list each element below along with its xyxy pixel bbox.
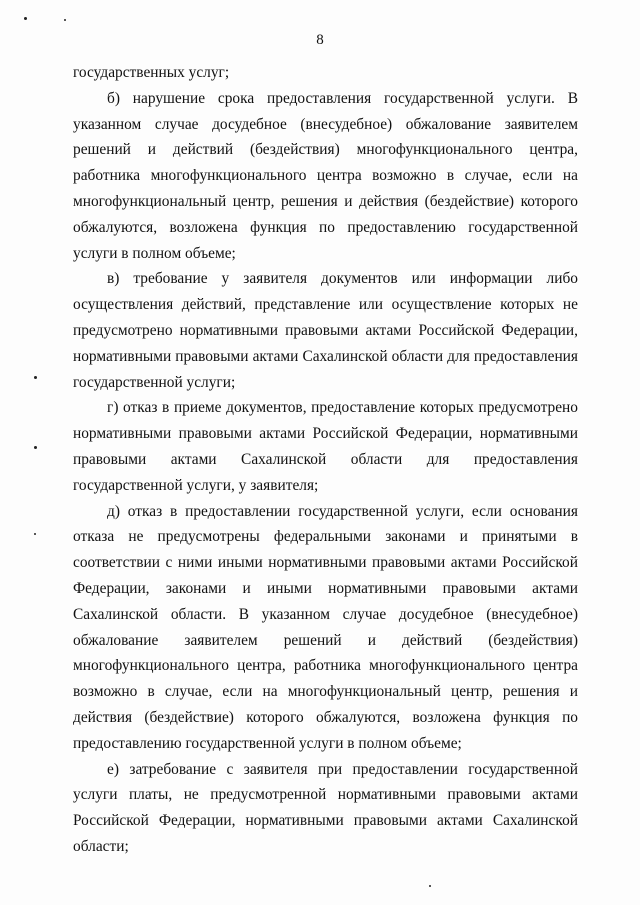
paragraph-item-b: б) нарушение срока предоставления государственной услуги. В указанном случае досудебное (внесудебное) обжалование заявителем решений и действий (бездействия) многофункционального центра, работника многофункционального центра возможно в случае, если на многофункциональный центр, решения и действия (бездействие) которого обжалуются, возложена функция по предоставлению государственной услуги в полном объеме;: [73, 89, 578, 262]
paragraph-item-v: в) требование у заявителя документов или информации либо осуществления действий, представление или осуществление которых не предусмотрено нормативными правовыми актами Российской Федерации, нормативными правовыми актами Сахалинской области для предоставления государственной услуги;: [73, 270, 578, 391]
paragraph-item-e: е) затребование с заявителя при предоставлении государственной услуги платы, не предусмотренной нормативными правовыми актами Российской Федерации, нормативными правовыми актами Сахалинской области;: [73, 760, 578, 855]
page-number: 8: [316, 32, 324, 48]
paragraph-item-g: г) отказ в приеме документов, предоставление которых предусмотрено нормативными правовыми актами Российской Федерации, нормативными правовыми актами Сахалинской области для предоставления государственной услуги, у заявителя;: [73, 399, 578, 494]
scan-speck: [34, 533, 36, 535]
scan-speck: [429, 885, 431, 887]
scan-speck: [34, 376, 37, 379]
document-body: [73, 60, 578, 860]
scan-speck: [34, 446, 37, 449]
scan-speck: [24, 17, 27, 20]
paragraph-item-d: д) отказ в предоставлении государственной услуги, если основания отказа не предусмотрены федеральными законами и принятыми в соответствии с ними иными нормативными правовыми актами Российской Федерации, законами и иными нормативными правовыми актами Сахалинской области. В указанном случае досудебное (внесудебное) обжалование заявителем решений и действий (бездействия) многофункционального центра, работника многофункционального центра возможно в случае, если на многофункциональный центр, решения и действия (бездействие) которого обжалуются, возложена функция по предоставлению государственной услуги в полном объеме;: [73, 502, 578, 752]
paragraph-continuation: государственных услуг;: [73, 64, 230, 81]
scan-speck: [64, 19, 66, 21]
